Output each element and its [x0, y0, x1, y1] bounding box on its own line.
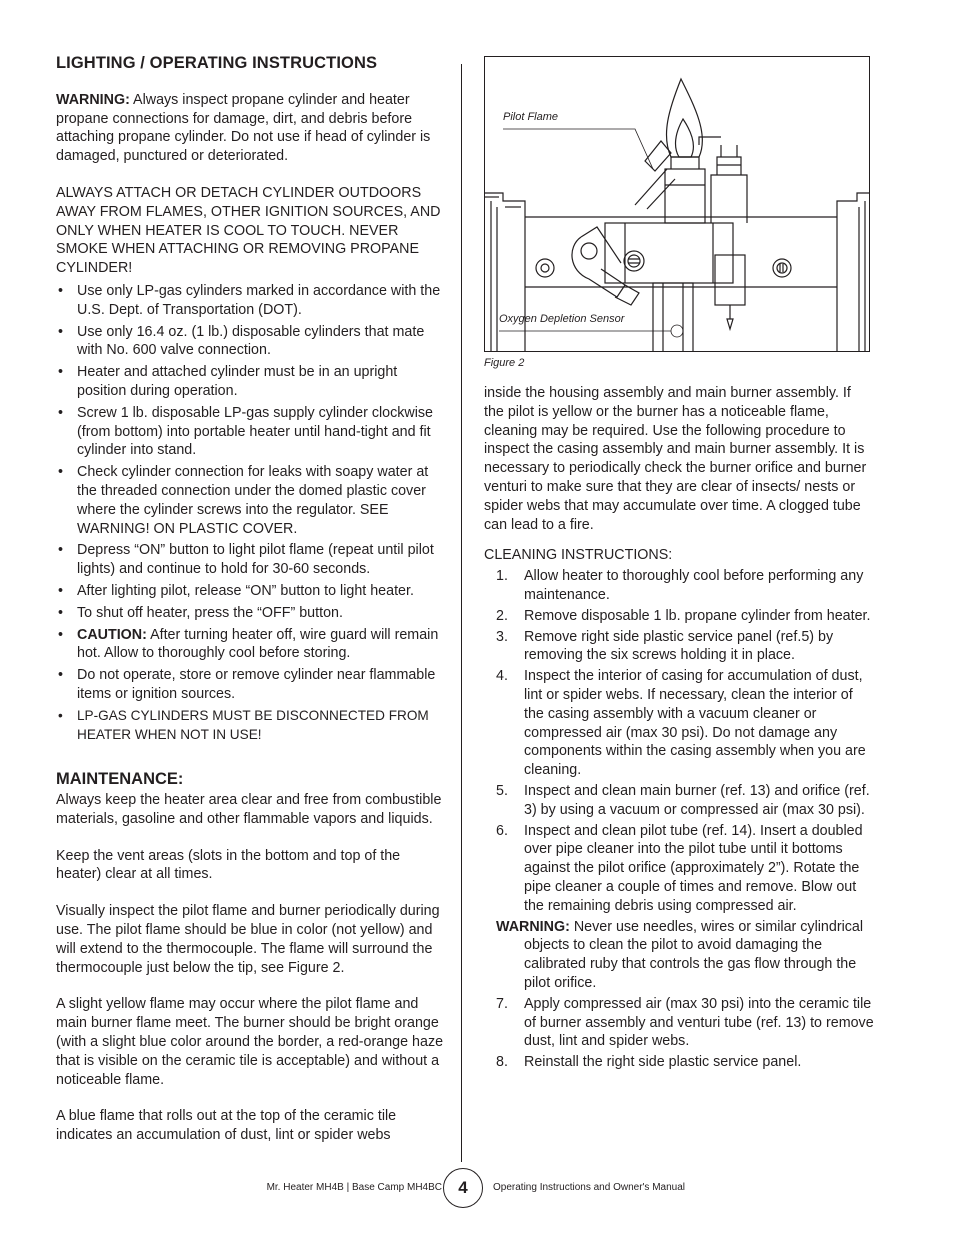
- maintenance-p6: inside the housing assembly and main burner assembly. If the pilot is yellow or the burner has a noticeable flame, cleaning may be required. Use the following procedure to inspect the casing assembly and main burner assembly. It is necessary to periodically check the burner orifice and burner venturi to make sure that they are clear of insects/ nests or spider webs that may accumulate over time. A clogged tube can lead to a fire.: [484, 385, 867, 533]
- maintenance-p5: A blue flame that rolls out at the top of the ceramic tile indicates an accumulation of dust, lint or spider webs: [56, 1108, 397, 1144]
- footer-product: Mr. Heater MH4B | Base Camp MH4BC: [266, 1182, 442, 1193]
- page-number: 4: [443, 1168, 483, 1208]
- column-divider: [461, 64, 462, 1162]
- list-item: 4. Inspect the interior of casing for accumulation of dust, lint or spider webs. If necessary, clean the interior of the casing assembly with a vacuum cleaner or compressed air (max 30 psi). Do not damage any components within the casing assembly when you are cleaning.: [496, 668, 866, 779]
- list-item: • To shut off heater, press the “OFF” button.: [56, 604, 448, 623]
- caps-notice: ALWAYS ATTACH OR DETACH CYLINDER OUTDOORS AWAY FROM FLAMES, OTHER IGNITION SOURCES, AND ONLY WHEN HEATER IS COOL TO TOUCH. NEVER SMOKE WHEN ATTACHING OR REMOVING PROPANE CYLINDER!: [56, 184, 441, 277]
- lighting-title: LIGHTING / OPERATING INSTRUCTIONS: [56, 54, 378, 72]
- figure-2: [484, 56, 870, 352]
- maintenance-p1: Always keep the heater area clear and free from combustible materials, gasoline and other flammable vapors and liquids.: [56, 792, 442, 827]
- cleaning-title: CLEANING INSTRUCTIONS:: [484, 547, 673, 564]
- warning-label: WARNING:: [56, 91, 130, 108]
- maintenance-p3: Visually inspect the pilot flame and burner periodically during use. The pilot flame should be blue in color (not yellow) and will extend to the thermocouple. The flame will surround the thermocouple just below the tip, see Figure 2.: [56, 903, 440, 976]
- footer-manual-title: Operating Instructions and Owner's Manual: [493, 1182, 686, 1193]
- cleaning-steps-after: [484, 995, 874, 1072]
- caution-label: CAUTION:: [77, 626, 147, 643]
- list-item: • Use only LP-gas cylinders marked in accordance with the U.S. Dept. of Transportation (DOT).: [56, 282, 448, 320]
- warning-text: Always inspect propane cylinder and heater propane connections for damage, dirt, and debris before attaching propane cylinder. Do not use if head of cylinder is damaged, punctured or deteriorated.: [56, 91, 431, 165]
- pilot-assembly-drawing: [485, 57, 870, 352]
- list-item-disconnect: • LP-GAS CYLINDERS MUST BE DISCONNECTED FROM HEATER WHEN NOT IN USE!: [56, 707, 448, 745]
- lighting-bullets: [56, 282, 448, 744]
- list-item: 3. Remove right side plastic service panel (ref.5) by removing the six screws holding it in place.: [496, 628, 834, 664]
- label-pilot-flame: Pilot Flame: [503, 111, 559, 123]
- list-item-caution: [56, 626, 448, 664]
- cleaning-steps: [484, 567, 874, 915]
- cleaning-warning: [484, 918, 874, 993]
- warning-text: Never use needles, wires or similar cylindrical objects to clean the pilot to avoid damaging the calibrated ruby that controls the gas flow through the pilot orifice.: [524, 918, 864, 991]
- list-item: • Depress “ON” button to light pilot flame (repeat until pilot lights) and continue to hold for 30-60 seconds.: [56, 541, 448, 579]
- maintenance-p4: A slight yellow flame may occur where the pilot flame and main burner flame meet. The burner should be bright orange (with a slight blue color around the border, a red-orange haze that is visible on the ceramic tile is acceptable) and without a noticeable flame.: [56, 996, 444, 1088]
- lighting-warning: [56, 91, 448, 166]
- list-item: • After lighting pilot, release “ON” button to light heater.: [56, 582, 448, 601]
- list-item: • Do not operate, store or remove cylinder near flammable items or ignition sources.: [56, 666, 448, 704]
- maintenance-p2: Keep the vent areas (slots in the bottom and top of the heater) clear at all times.: [56, 847, 401, 883]
- list-item: • Use only 16.4 oz. (1 lb.) disposable cylinders that mate with No. 600 valve connection.: [56, 323, 448, 361]
- right-column: [484, 384, 874, 1074]
- left-column: [56, 54, 448, 1145]
- list-item: 2. Remove disposable 1 lb. propane cylinder from heater.: [496, 607, 871, 624]
- label-oxygen-sensor: Oxygen Depletion Sensor: [499, 313, 625, 325]
- figure-caption: Figure 2: [484, 357, 525, 369]
- list-item: • Heater and attached cylinder must be in an upright position during operation.: [56, 363, 448, 401]
- warning-label: WARNING:: [496, 918, 570, 935]
- list-item: 6. Inspect and clean pilot tube (ref. 14). Insert a doubled over pipe cleaner into the pilot tube until it bottoms against the pilot orifice (approximately 2”). Rotate the pipe cleaner a couple of times and remove. Blow out the remaining debris using compressed air.: [496, 822, 863, 914]
- list-item: 1. Allow heater to thoroughly cool before performing any maintenance.: [496, 568, 864, 603]
- list-item: 5. Inspect and clean main burner (ref. 13) and orifice (ref. 3) by using a vacuum or compressed air (max 30 psi).: [496, 782, 870, 818]
- caution-text: After turning heater off, wire guard will remain hot. Allow to thoroughly cool before storing.: [77, 626, 439, 662]
- maintenance-title: MAINTENANCE:: [56, 770, 184, 789]
- list-item: 7. Apply compressed air (max 30 psi) into the ceramic tile of burner assembly and venturi tube (ref. 13) to remove dust, lint and spider webs.: [496, 995, 874, 1050]
- list-item: 8. Reinstall the right side plastic service panel.: [496, 1054, 802, 1071]
- list-item: • Screw 1 lb. disposable LP-gas supply cylinder clockwise (from bottom) into portable heater until hand-tight and fit cylinder into stand.: [56, 404, 448, 460]
- list-item: • Check cylinder connection for leaks with soapy water at the threaded connection under the domed plastic cover where the cylinder screws into the regulator. SEE WARNING! ON PLASTIC COVER.: [56, 463, 448, 538]
